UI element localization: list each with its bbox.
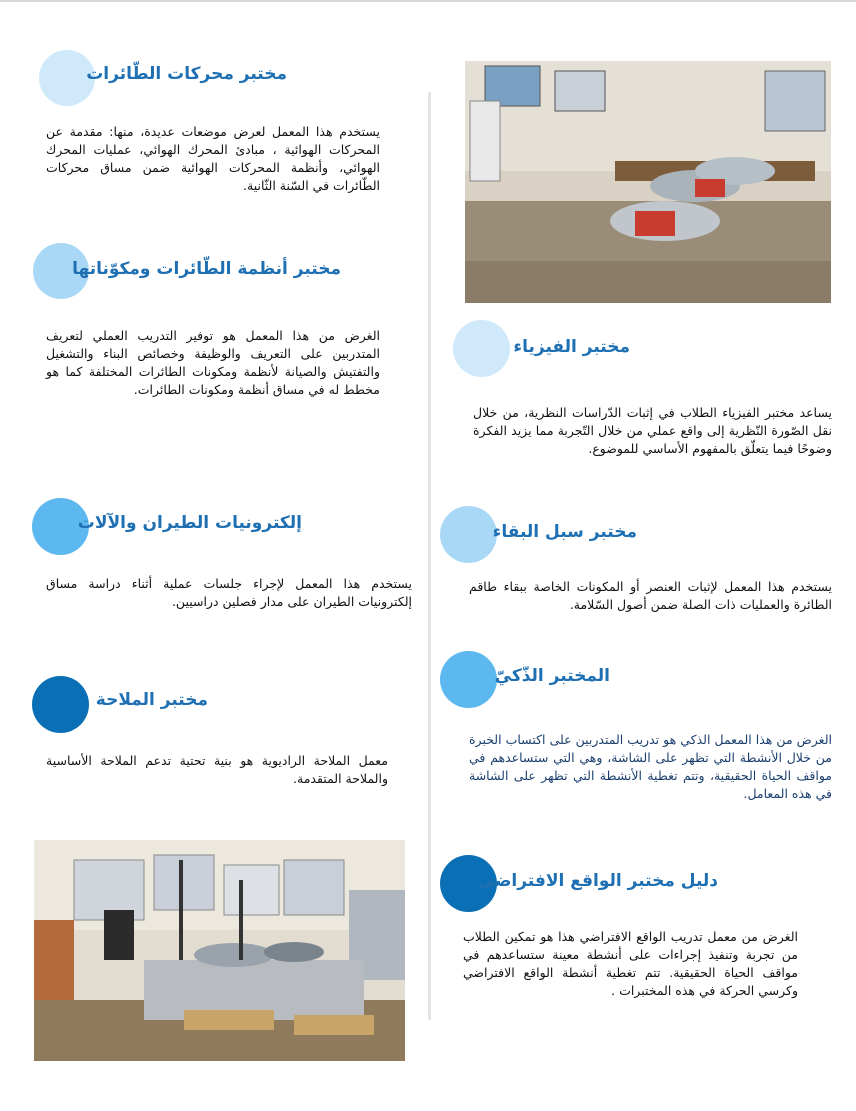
smart-lab-circle-icon — [440, 651, 497, 708]
navigation-lab-text: معمل الملاحة الراديوية هو بنية تحتية تدعم الملاحة الأساسية والملاحة المتقدمة. — [46, 753, 388, 786]
engines-lab-title: مختبر محركات الطّائرات — [86, 64, 287, 84]
smart-lab-title: المختبر الذّكيّ — [494, 666, 610, 686]
vr-lab-title: دليل مختبر الواقع الافتراضي — [477, 871, 718, 891]
physics-lab-text: يساعد مختبر الفيزياء الطلاب في إثبات الدّراسات النظرية، من خلال نقل الصّورة النّظرية إلى واقع عملي من خلال التّجربة مما يزيد الفكرة وضوحًا فيما يتعلّق بالمفهوم الأساسي للموضوع. — [473, 405, 832, 456]
avionics-lab-title: إلكترونيات الطيران والآلات — [77, 513, 302, 533]
survival-lab-title: مختبر سبل البقاء — [492, 522, 637, 542]
navigation-lab-title: مختبر الملاحة — [95, 690, 208, 710]
column-divider — [428, 92, 431, 1020]
systems-lab-text: الغرض من هذا المعمل هو توفير التدريب العملي لتعريف المتدربين على التعريف والوظيفة وخصائص البناء والتشغيل والتفتيش والصيانة لأنظمة ومكونات الطائرات المختلفة كما هو مخطط له في مساق أنظمة ومكونات الطائرات. — [46, 328, 380, 397]
avionics-lab-text: يستخدم هذا المعمل لإجراء جلسات عملية أثناء دراسة مساق إلكترونيات الطيران على مدار فصلين دراسيين. — [46, 576, 412, 609]
systems-lab-title: مختبر أنظمة الطّائرات ومكوّناتها — [72, 259, 341, 279]
systems-lab-photo — [34, 840, 405, 1061]
physics-lab-circle-icon — [453, 320, 510, 377]
physics-lab-title: مختبر الفيزياء — [513, 337, 630, 357]
vr-lab-text: الغرض من معمل تدريب الواقع الافتراضي هذا هو تمكين الطلاب من تجربة وتنفيذ إجراءات على أنشطة معينة ستساعدهم في مواقف الحياة الحقيقية. تتم تغطية أنشطة الواقع الافتراضي وكرسي الحركة في هذه المختبرات . — [463, 929, 798, 998]
navigation-lab-circle-icon — [32, 676, 89, 733]
smart-lab-text: الغرض من هذا المعمل الذكي هو تدريب المتدربين على اكتساب الخبرة من خلال الأنشطة التي تظهر على الشاشة، وهي التي ستساعدهم في مواقف الحياة الحقيقية، وتتم تغطية الأنشطة التي تظهر على الشاشة في هذه المعامل. — [469, 732, 832, 801]
top-rule — [0, 0, 856, 2]
survival-lab-circle-icon — [440, 506, 497, 563]
engines-lab-text: يستخدم هذا المعمل لعرض موضعات عديدة، منها: مقدمة عن المحركات الهوائية ، مبادئ المحرك الهوائي، عمليات المحرك الهوائي، وأنظمة المحركات الهوائية ضمن مساق محركات الطّائرات في السّنة الثّانية. — [46, 124, 380, 193]
engines-lab-photo — [465, 61, 831, 303]
survival-lab-text: يستخدم هذا المعمل لإثبات العنصر أو المكونات الخاصة ببقاء طاقم الطائرة والعمليات ذات الصلة ضمن أصول السّلامة. — [469, 579, 832, 612]
